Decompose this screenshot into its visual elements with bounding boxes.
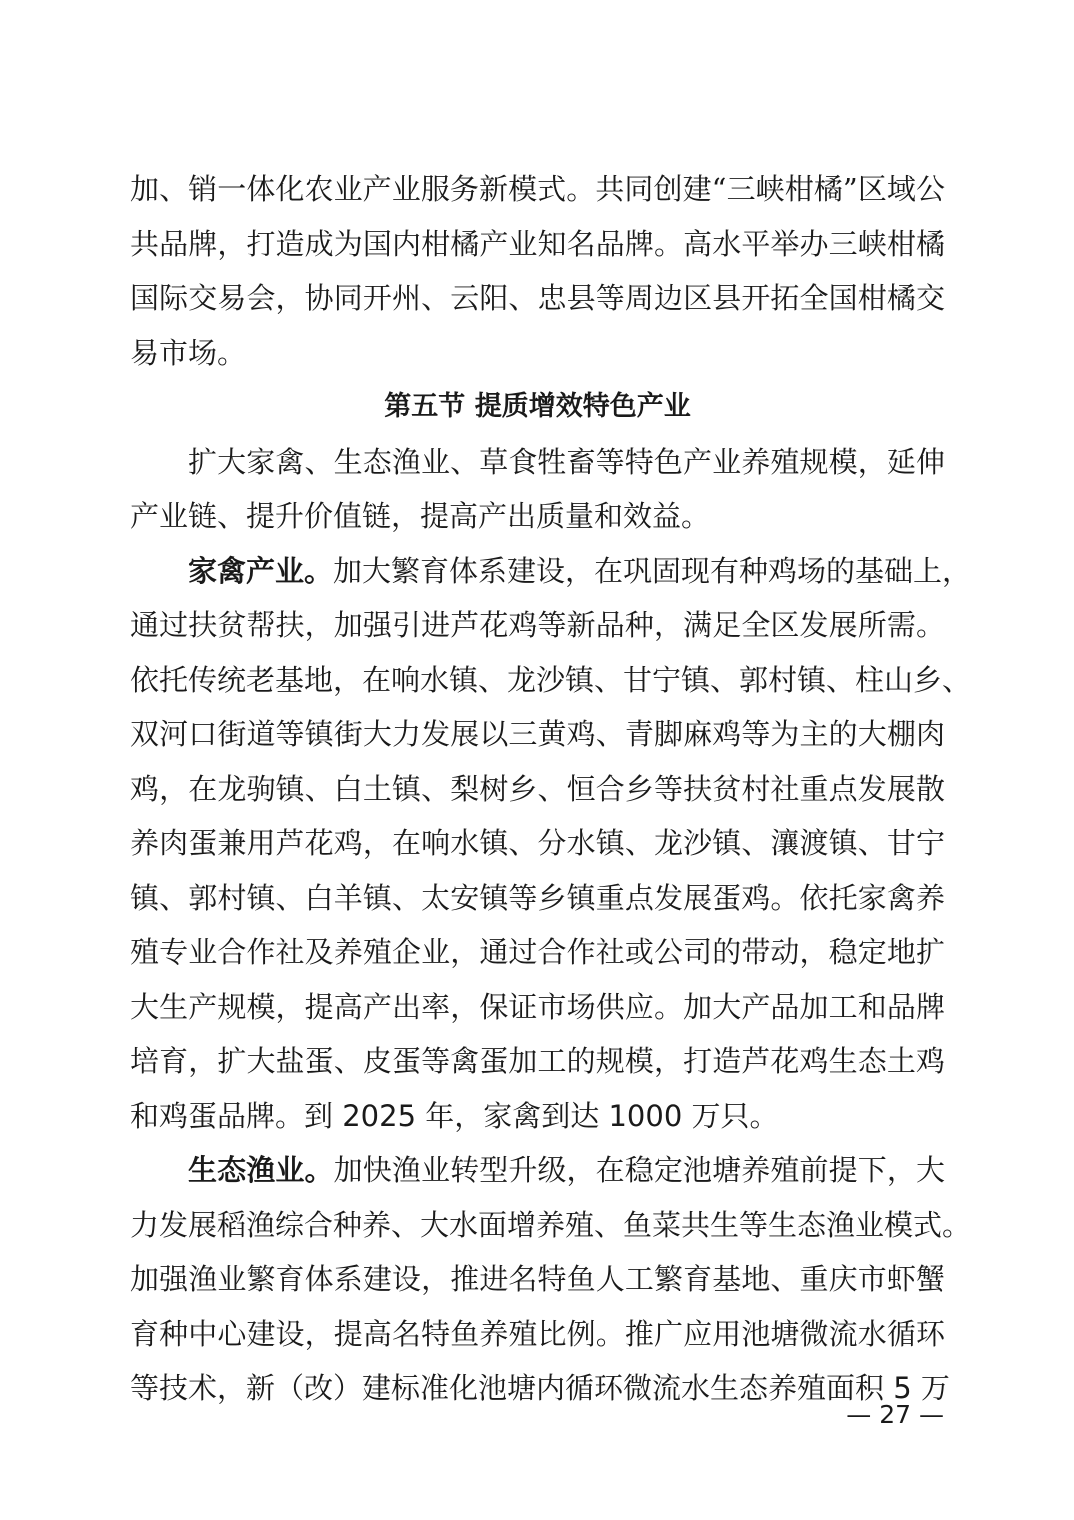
fishery-first-line: 加快渔业转型升级，在稳定池塘养殖前提下，大 — [333, 1153, 945, 1187]
page-number: — 27 — — [846, 1400, 944, 1429]
text-line: 加、销一体化农业产业服务新模式。共同创建“三峡柑橘”区域公 — [130, 172, 945, 206]
text-line: 力发展稻渔综合种养、大水面增养殖、鱼菜共生等生态渔业模式。 — [130, 1207, 972, 1242]
fishery-last-line: 等技术，新（改）建标准化池塘内循环微流水生态养殖面积 5 万 — [130, 1371, 950, 1405]
paragraph-intro — [130, 435, 945, 544]
poultry-first-line: 加大繁育体系建设，在巩固现有种鸡场的基础上， — [333, 553, 972, 588]
text-line: 镇、郭村镇、白羊镇、太安镇等乡镇重点发展蛋鸡。依托家禽养 — [130, 880, 945, 915]
target-year: 2025 — [342, 1098, 417, 1133]
fishery-area-number: 5 — [893, 1371, 912, 1405]
paragraph-fishery — [130, 1143, 972, 1416]
text-line: 殖专业合作社及养殖企业，通过合作社或公司的带动，稳定地扩 — [130, 935, 945, 969]
poultry-count: 1000 — [608, 1098, 683, 1133]
document-page — [130, 162, 972, 1416]
text-line: 依托传统老基地，在响水镇、龙沙镇、甘宁镇、郭村镇、柱山乡、 — [130, 662, 972, 697]
text-line: 易市场。 — [130, 335, 247, 370]
text-line: 共品牌，打造成为国内柑橘产业知名品牌。高水平举办三峡柑橘 — [130, 226, 945, 261]
text-line: 养肉蛋兼用芦花鸡，在响水镇、分水镇、龙沙镇、瀼渡镇、甘宁 — [130, 826, 945, 860]
text-line: 育种中心建设，提高名特鱼养殖比例。推广应用池塘微流水循环 — [130, 1316, 945, 1351]
paragraph-poultry — [130, 544, 972, 1144]
text-line: 鸡，在龙驹镇、白土镇、梨树乡、恒合乡等扶贫村社重点发展散 — [130, 771, 945, 806]
text-line: 加强渔业繁育体系建设，推进名特鱼人工繁育基地、重庆市虾蟹 — [130, 1262, 945, 1296]
text-line: 培育，扩大盐蛋、皮蛋等禽蛋加工的规模，打造芦花鸡生态土鸡 — [130, 1044, 945, 1078]
text-line: 双河口街道等镇街大力发展以三黄鸡、青脚麻鸡等为主的大棚肉 — [130, 717, 945, 751]
text-line: 大生产规模，提高产出率，保证市场供应。加大产品加工和品牌 — [130, 989, 945, 1024]
text-line: 扩大家禽、生态渔业、草食牲畜等特色产业养殖规模，延伸 — [188, 444, 945, 479]
text-line: 产业链、提升价值链，提高产出质量和效益。 — [130, 499, 711, 533]
text-line: 通过扶贫帮扶，加强引进芦花鸡等新品种，满足全区发展所需。 — [130, 608, 945, 642]
fishery-title: 生态渔业。 — [188, 1153, 334, 1187]
section-heading: 第五节 提质增效特色产业 — [384, 391, 691, 422]
poultry-last-line: 和鸡蛋品牌。到 2025 年，家禽到达 1000 万只。 — [130, 1098, 779, 1133]
poultry-title: 家禽产业。 — [188, 553, 334, 588]
paragraph-citrus — [130, 162, 945, 380]
text-line: 国际交易会，协同开州、云阳、忠县等周边区县开拓全国柑橘交 — [130, 281, 945, 315]
